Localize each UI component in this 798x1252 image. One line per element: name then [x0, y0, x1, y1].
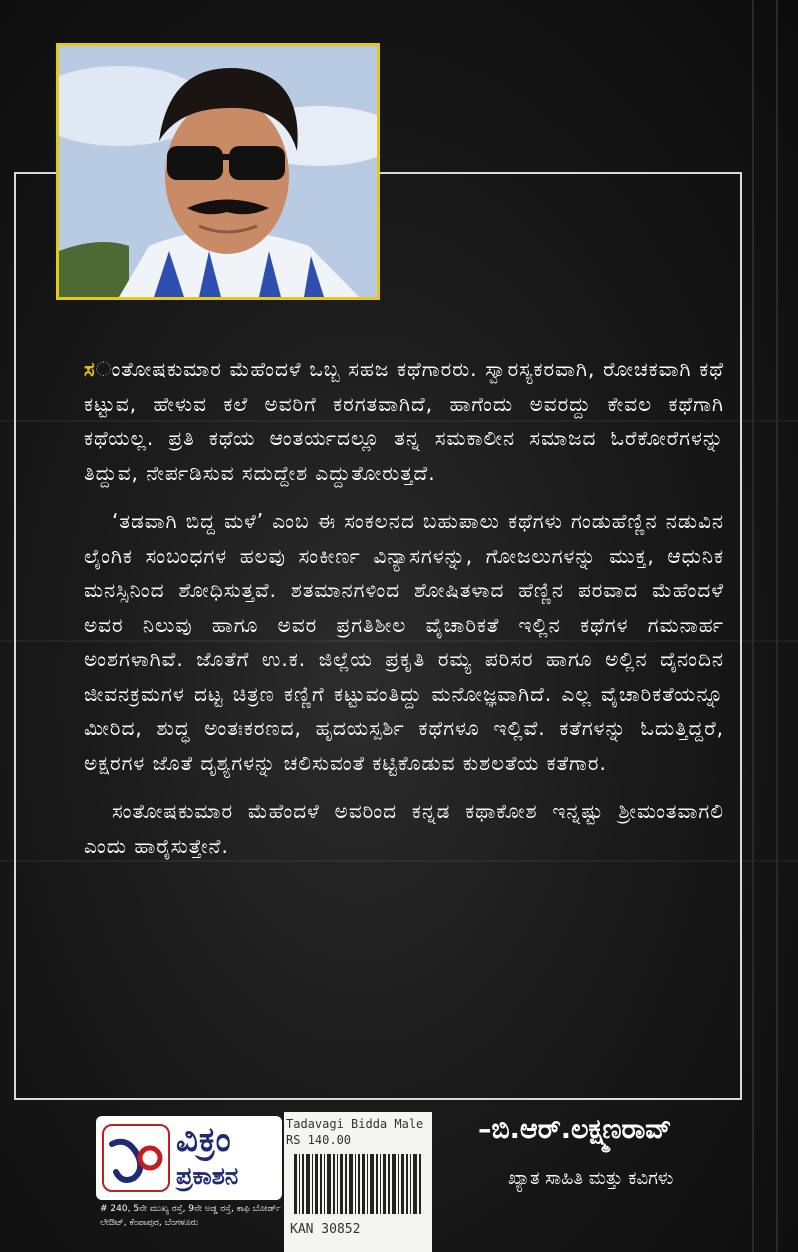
blurb-paragraph-3: ಸಂತೋಷಕುಮಾರ ಮೆಹೆಂದಳೆ ಅವರಿಂದ ಕನ್ನಡ ಕಥಾಕೋಶ ಇನ್ನಷ್ಟು ಶ್ರೀಮಂತವಾಗಲಿ ಎಂದು ಹಾರೈಸುತ್ತೇನೆ.	[84, 799, 724, 858]
blurb-text	[84, 352, 724, 863]
drop-cap: ಸ	[84, 357, 96, 381]
spine-edge	[776, 0, 778, 1252]
publisher-name-line2: ಪ್ರಕಾಶನ	[176, 1162, 239, 1190]
frame-line-top-left	[14, 172, 56, 174]
author-portrait-illustration	[59, 46, 377, 297]
blurb-paragraph-1: ಸಂತೋಷಕುಮಾರ ಮೆಹೆಂದಳೆ ಒಬ್ಬ ಸಹಜ ಕಥೆಗಾರರು. ಸ್ವಾರಸ್ಯಕರವಾಗಿ, ರೋಚಕವಾಗಿ ಕಥೆ ಕಟ್ಟುವ, ಹೇಳುವ ಕಲೆ ಅವರಿಗೆ ಕರಗತವಾಗಿದೆ, ಹಾಗೆಂದು ಅವರದ್ದು ಕೇವಲ ಕಥೆಗಾಗಿ ಕಥೆಯಲ್ಲ. ಪ್ರತಿ ಕಥೆಯ ಆಂತರ್ಯದಲ್ಲೂ ತನ್ನ ಸಮಕಾಲೀನ ಸಮಾಜದ ಓರೆಕೋರೆಗಳನ್ನು ತಿದ್ದುವ, ನೇರ್ಪಡಿಸುವ ಸದುದ್ದೇಶ ಎದ್ದುತೋರುತ್ತದೆ.	[84, 357, 724, 485]
frame-line-left	[14, 172, 16, 1100]
price-sticker	[284, 1112, 432, 1252]
author-name: –ಬಿ.ಆರ್.ಲಕ್ಷ್ಮಣರಾವ್	[478, 1114, 672, 1145]
frame-line-right	[740, 172, 742, 1100]
author-designation: ಖ್ಯಾತ ಸಾಹಿತಿ ಮತ್ತು ಕವಿಗಳು	[508, 1168, 674, 1189]
sticker-code: KAN 30852	[290, 1222, 361, 1237]
publisher-logo	[96, 1116, 282, 1200]
author-photo	[56, 43, 380, 300]
frame-line-bottom	[14, 1098, 742, 1100]
sticker-price: RS 140.00	[286, 1133, 352, 1147]
barcode-icon	[294, 1154, 424, 1214]
publisher-address: # 240, 5ನೇ ಮುಖ್ಯ ರಸ್ತೆ, 9ನೇ ಅಡ್ಡ ರಸ್ತೆ, ಕಾಫಿ ಬೋರ್ಡ್ ಲೇಔಟ್, ಕೆಂಪಾಪುರ, ಬೆಂಗಳೂರು	[100, 1204, 281, 1228]
publisher-name-line1: ವಿಕ್ರಂ	[176, 1120, 232, 1160]
publisher-emblem-icon	[102, 1124, 170, 1192]
blurb-paragraph-2: ‘ತಡವಾಗಿ ಬಿದ್ದ ಮಳೆ’ ಎಂಬ ಈ ಸಂಕಲನದ ಬಹುಪಾಲು ಕಥೆಗಳು ಗಂಡುಹೆಣ್ಣಿನ ನಡುವಿನ ಲೈಂಗಿಕ ಸಂಬಂಧಗಳ ಹಲವು ಸಂಕೀರ್ಣ ವಿನ್ಯಾಸಗಳನ್ನು, ಗೋಜಲುಗಳನ್ನು ಮುಕ್ತ, ಆಧುನಿಕ ಮನಸ್ಸಿನಿಂದ ಶೋಧಿಸುತ್ತವೆ. ಶತಮಾನಗಳಿಂದ ಶೋಷಿತಳಾದ ಹೆಣ್ಣಿನ ಪರವಾದ ಮೆಹೆಂದಳೆ ಅವರ ನಿಲುವು ಹಾಗೂ ಅವರ ಪ್ರಗತಿಶೀಲ ವೈಚಾರಿಕತೆ ಇಲ್ಲಿನ ಕಥೆಗಳ ಗಮನಾರ್ಹ ಅಂಶಗಳಾಗಿವೆ. ಜೊತೆಗೆ ಉ.ಕ. ಜಿಲ್ಲೆಯ ಪ್ರಕೃತಿ ರಮ್ಯ ಪರಿಸರ ಹಾಗೂ ಅಲ್ಲಿನ ದೈನಂದಿನ ಜೀವನಕ್ರಮಗಳ ದಟ್ಟ ಚಿತ್ರಣ ಕಣ್ಣಿಗೆ ಕಟ್ಟುವಂತಿದ್ದು ಮನೋಜ್ಞವಾಗಿದೆ. ಎಲ್ಲ ವೈಚಾರಿಕತೆಯನ್ನೂ ಮೀರಿದ, ಶುದ್ಧ ಅಂತಃಕರಣದ, ಹೃದಯಸ್ಪರ್ಶಿ ಕಥೆಗಳೂ ಇಲ್ಲಿವೆ. ಕತೆಗಳನ್ನು ಓದುತ್ತಿದ್ದರೆ, ಅಕ್ಷರಗಳ ಜೊತೆ ದೃಶ್ಯಗಳನ್ನು ಚಲಿಸುವಂತೆ ಕಟ್ಟಿಕೊಡುವ ಕುಶಲತೆಯ ಕತೆಗಾರ.	[84, 509, 724, 775]
spine-edge	[752, 0, 754, 1252]
sticker-book-title: Tadavagi Bidda Male	[286, 1117, 424, 1131]
frame-line-top-right	[380, 172, 742, 174]
